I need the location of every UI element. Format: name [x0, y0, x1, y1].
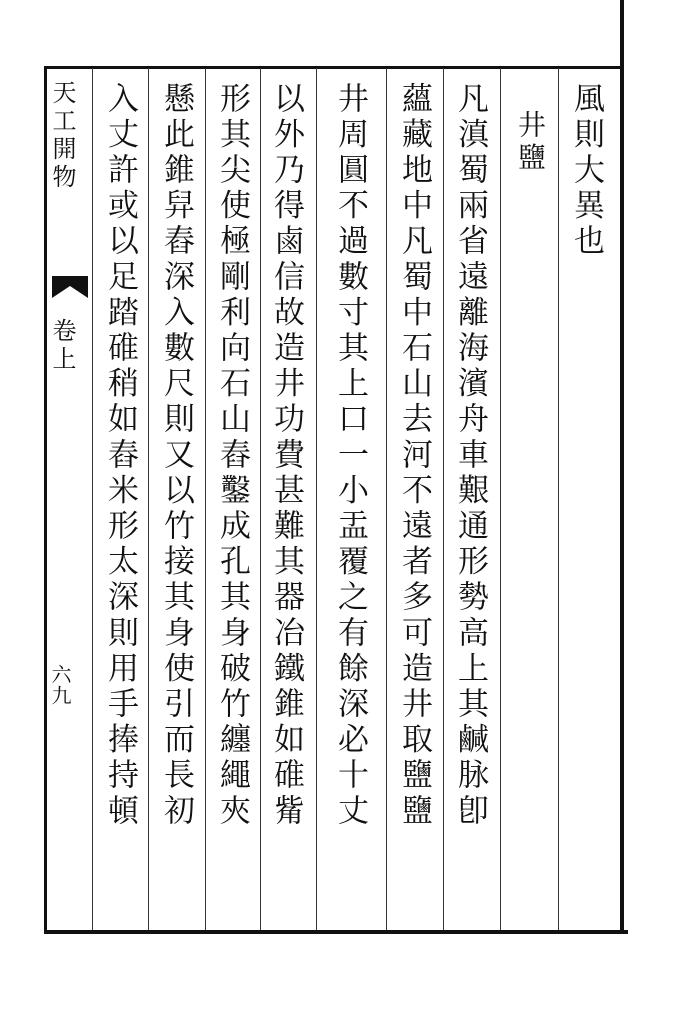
- column-divider: [316, 68, 317, 930]
- top-border-rule: [46, 66, 622, 69]
- column-divider: [443, 68, 444, 930]
- right-border-rule: [620, 0, 624, 932]
- column-divider: [92, 68, 93, 930]
- text-column: 懸此錐舁舂深入數尺則又以竹接其身使引而長初: [158, 82, 194, 830]
- fishtail-mark-icon: [52, 276, 88, 302]
- book-title: 天工開物: [48, 80, 76, 192]
- left-border-rule: [44, 66, 47, 934]
- column-divider: [260, 68, 261, 930]
- text-column: 以外乃得鹵信故造井功費甚難其器冶鐵錐如碓觜: [268, 82, 304, 830]
- column-divider: [558, 68, 559, 930]
- volume-label: 卷上: [48, 318, 76, 374]
- column-divider: [205, 68, 206, 930]
- text-column: 井周圓不過數寸其上口一小盂覆之有餘深必十丈: [332, 82, 368, 830]
- text-column: 風則大異也: [568, 82, 604, 260]
- text-column: 入丈許或以足踏碓稍如舂米形太深則用手捧持頓: [102, 82, 138, 830]
- column-divider: [500, 68, 501, 930]
- text-column: 凡滇蜀兩省遠離海濱舟車艱通形勢高上其鹹脉卽: [452, 82, 488, 830]
- text-column: 形其尖使極剛利向石山舂鑿成孔其身破竹纏繩夾: [214, 82, 250, 830]
- section-heading: 井鹽: [514, 110, 547, 176]
- column-divider: [148, 68, 149, 930]
- bottom-border-rule: [46, 930, 628, 934]
- page-number: 六九: [48, 664, 72, 706]
- column-divider: [386, 68, 387, 930]
- text-column: 蘊藏地中凡蜀中石山去河不遠者多可造井取鹽鹽: [396, 82, 432, 830]
